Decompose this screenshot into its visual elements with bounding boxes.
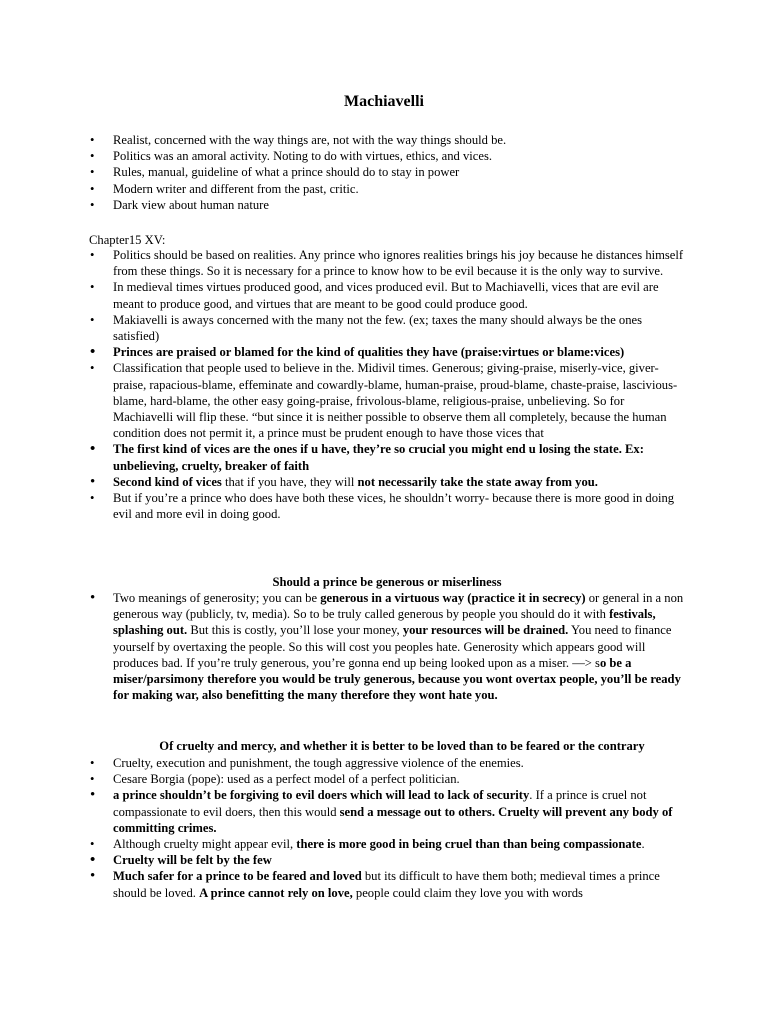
list-item: • Cesare Borgia (pope): used as a perfect model of a perfect politician. <box>89 771 685 787</box>
bold-text: o be a miser/parsimony therefore you would be truly generous, because you wont overtax people, you’ll be ready for making war, also benefitting the many therefore they wont hate you. <box>113 655 681 703</box>
section-heading-cruelty: Of cruelty and mercy, and whether it is better to be loved than to be feared or the contrary <box>159 739 645 753</box>
plain-text: You need to finance yourself by overtaxing the people. So this will cost you peoples hate. Generosity which appears good will produces bad. If you’re truly generous, you’re gonna end up being looked upon as a miser. —> s <box>113 623 672 670</box>
bold-text: generous in a virtuous way (practice it in secrecy) <box>320 591 586 605</box>
list-item: • Cruelty will be felt by the few <box>89 852 685 868</box>
list-item: • Realist, concerned with the way things are, not with the way things should be. <box>89 132 685 148</box>
plain-text: or general in a non generous way (publicly, tv, media). So to be truly called generous by people you should do it with <box>113 591 684 622</box>
chapter-list <box>89 247 685 522</box>
bold-text: festivals, splashing out. <box>113 607 656 638</box>
list-item: • But if you’re a prince who does have both these vices, he shouldn’t worry- because there is more good in doing evil and more evil in doing good. <box>89 490 685 522</box>
cruelty-list <box>89 755 685 901</box>
list-item: • Dark view about human nature <box>89 197 685 213</box>
list-item <box>89 474 685 490</box>
list-item: • Makiavelli is aways concerned with the many not the few. (ex; taxes the many should always be the ones satisfied) <box>89 312 685 344</box>
generosity-list <box>89 590 685 703</box>
plain-text: Although cruelty might appear evil, <box>113 837 297 852</box>
plain-text: people could claim they love you with words <box>352 885 583 900</box>
list-item: • The first kind of vices are the ones if u have, they’re so crucial you might end u losing the state. Ex: unbelieving, cruelty, breaker of faith <box>89 441 685 473</box>
list-item: • Rules, manual, guideline of what a prince should do to stay in power <box>89 164 685 180</box>
plain-text: . If a prince is cruel not compassionate to evil doers, then this would <box>113 788 647 819</box>
list-item <box>89 787 685 836</box>
list-item: • Princes are praised or blamed for the kind of qualities they have (praise:virtues or blame:vices) <box>89 344 685 360</box>
plain-text: But this is costly, you’ll lose your money, <box>187 623 403 638</box>
list-item <box>89 836 685 852</box>
bold-text: not necessarily take the state away from you. <box>357 474 598 489</box>
list-item: • Cruelty, execution and punishment, the tough aggressive violence of the enemies. <box>89 755 685 771</box>
bold-text: a prince shouldn’t be forgiving to evil doers which will lead to lack of security <box>113 788 530 803</box>
list-item: • In medieval times virtues produced good, and vices produced evil. But to Machiavelli, vices that are evil are meant to produce good, and virtues that are meant to be good could produce good. <box>89 279 685 311</box>
list-item <box>89 868 685 900</box>
page-title: Machiavelli <box>344 93 424 110</box>
section-heading-generosity: Should a prince be generous or miserliness <box>272 575 502 589</box>
bold-text: A prince cannot rely on love, <box>199 885 353 900</box>
bold-text: send a message out to others. Cruelty will prevent any body of committing crimes. <box>113 804 673 835</box>
bold-text: Second kind of vices <box>113 474 222 489</box>
plain-text: Two meanings of generosity; you can be <box>113 591 321 605</box>
list-item: • Modern writer and different from the past, critic. <box>89 181 685 197</box>
list-item <box>89 590 685 703</box>
intro-list <box>89 132 685 213</box>
plain-text: but its difficult to have them both; medieval times a prince should be loved. <box>113 869 660 900</box>
plain-text: that if you have, they will <box>221 474 358 489</box>
chapter-label: Chapter15 XV: <box>89 233 166 247</box>
plain-text: . <box>641 837 645 852</box>
list-item: • Politics should be based on realities. Any prince who ignores realities brings his joy because he distances himself from these things. So it is necessary for a prince to know how to be evil because it is the only way to survive. <box>89 247 685 279</box>
bold-text: Much safer for a prince to be feared and loved <box>113 869 362 884</box>
list-item: • Politics was an amoral activity. Noting to do with virtues, ethics, and vices. <box>89 148 685 164</box>
bold-text: there is more good in being cruel than than being compassionate <box>296 837 642 852</box>
list-item: • Classification that people used to believe in the. Midivil times. Generous; giving-praise, miserly-vice, giver-praise, rapacious-blame, effeminate and cowardly-blame, human-praise, proud-blame, chaste-praise, lascivious-blame, hard-blame, the other easy going-praise, frivolous-blame, religious-praise, unbelieving. So for Machiavelli will flip these. “but since it is neither possible to observe them all completely, because the human condition does not permit it, a prince must be prudent enough to have those vices that <box>89 360 685 441</box>
bold-text: your resources will be drained. <box>402 623 569 638</box>
